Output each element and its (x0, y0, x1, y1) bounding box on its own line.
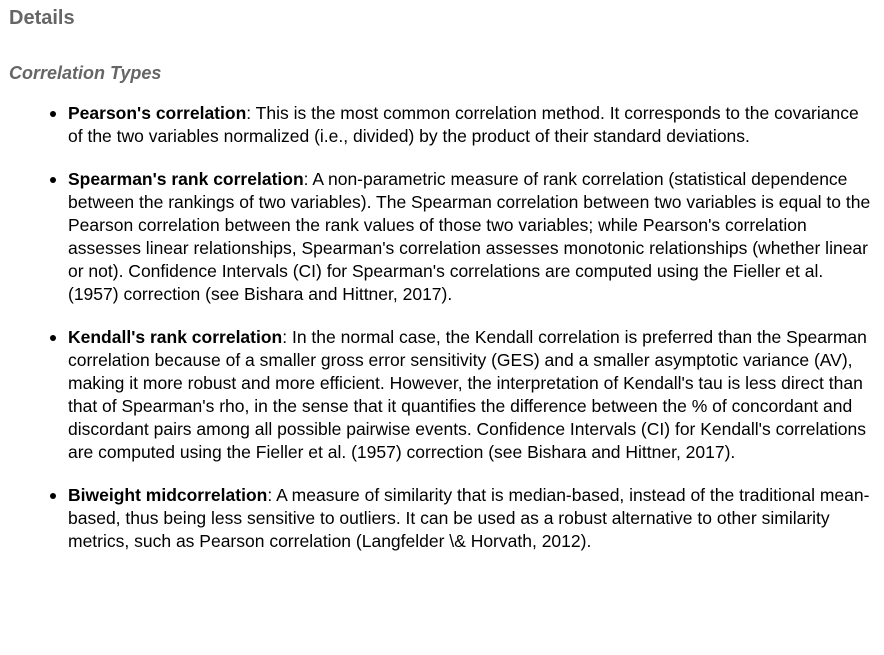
term-description: : In the normal case, the Kendall correlation is preferred than the Spearman correlation because of a smaller gross error sensitivity (GES) and a smaller asymptotic variance (AV), making it more robust and more efficient. However, the interpretation of Kendall's tau is less direct than that of Spearman's rho, in the sense that it quantifies the difference between the % of concordant and discordant pairs among all possible pairwise events. Confidence Intervals (CI) for Kendall's correlations are computed using the Fieller et al. (1957) correction (see Bishara and Hittner, 2017). (68, 327, 867, 462)
section-subtitle: Correlation Types (9, 63, 162, 83)
term-description: : This is the most common correlation method. It corresponds to the covariance of the two variables normalized (i.e., divided) by the product of their standard deviations. (68, 103, 859, 146)
bullet-icon (50, 493, 56, 499)
bullet-icon (50, 335, 56, 341)
term-label: Spearman's rank correlation (68, 169, 304, 189)
correlation-types-list (9, 102, 884, 553)
term-label: Kendall's rank correlation (68, 327, 283, 347)
term-description: : A measure of similarity that is median-based, instead of the traditional mean-based, thus being less sensitive to outliers. It can be used as a robust alternative to other similarity metrics, such as Pearson correlation (Langfelder \& Horvath, 2012). (68, 485, 870, 551)
term-description: : A non-parametric measure of rank correlation (statistical dependence between the rankings of two variables). The Spearman correlation between two variables is equal to the Pearson correlation between the rank values of those two variables; while Pearson's correlation assesses linear relationships, Spearman's correlation assesses monotonic relationships (whether linear or not). Confidence Intervals (CI) for Spearman's correlations are computed using the Fieller et al. (1957) correction (see Bishara and Hittner, 2017). (68, 169, 871, 304)
term-label: Pearson's correlation (68, 103, 247, 123)
bullet-icon (50, 177, 56, 183)
page-title: Details (9, 7, 75, 29)
list-item-biweight (9, 484, 884, 553)
bullet-icon (50, 111, 56, 117)
term-label: Biweight midcorrelation (68, 485, 268, 505)
list-item-kendall (9, 326, 884, 464)
list-item-spearman (9, 168, 884, 306)
list-item-pearson (9, 102, 884, 148)
